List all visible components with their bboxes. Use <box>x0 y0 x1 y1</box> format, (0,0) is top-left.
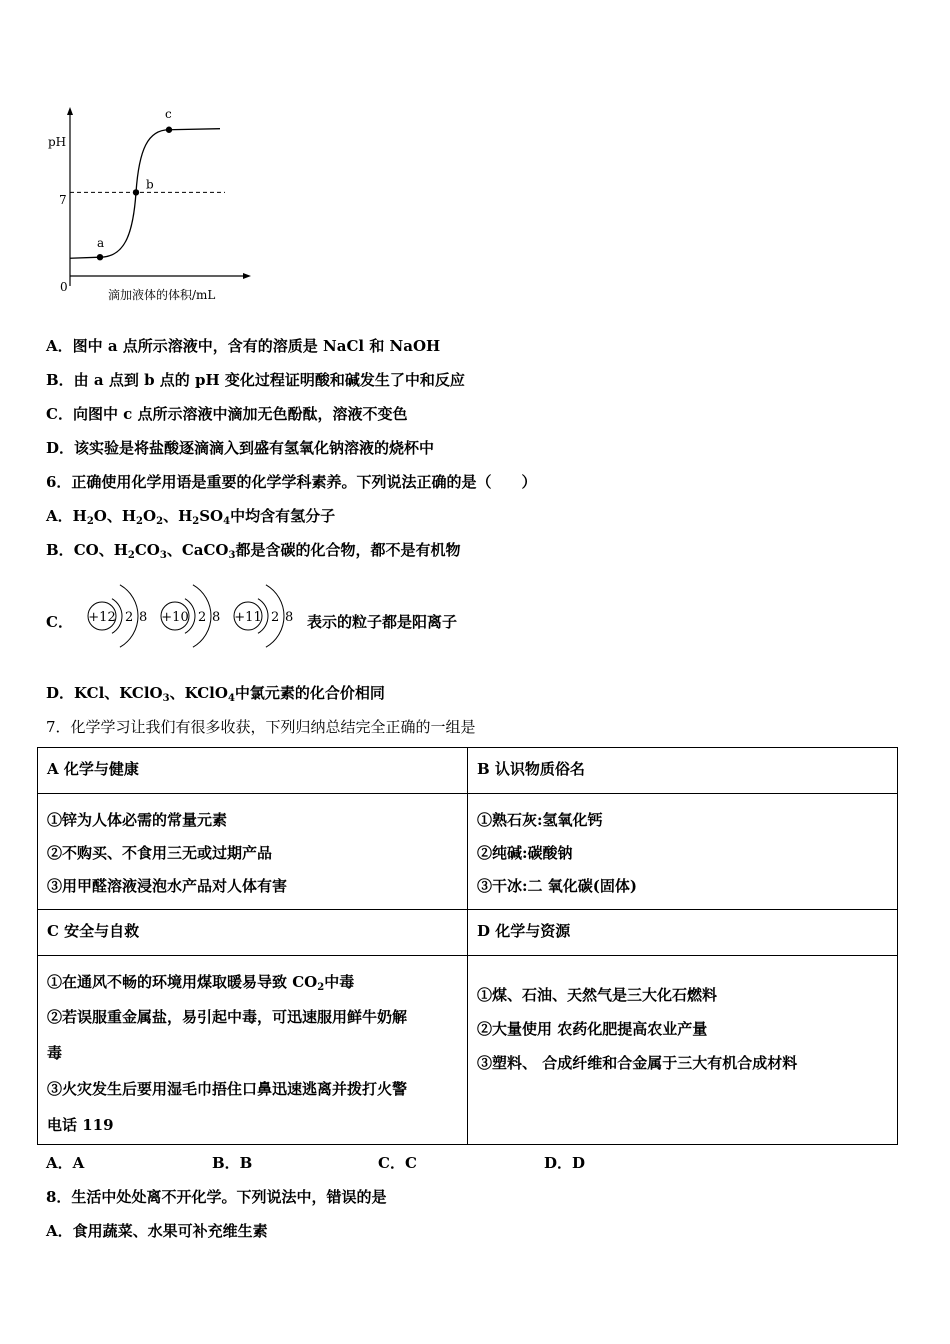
q6-d-prefix: D． <box>46 684 75 702</box>
cell-b-head: B 认识物质俗名 <box>468 748 898 794</box>
cell-b-item-3: ③干冰:二 氧化碳(固体) <box>477 877 637 895</box>
point-a <box>97 254 103 260</box>
ion-diagram-1 <box>88 585 147 647</box>
cell-d-body <box>468 956 898 1145</box>
shell-electron-count: 2 <box>125 610 134 625</box>
cell-a-body <box>38 794 468 910</box>
cell-d-head: D 化学与资源 <box>468 910 898 956</box>
cell-a-item-3: ③用甲醛溶液浸泡水产品对人体有害 <box>47 877 288 895</box>
cell-c-item-2: ②若误服重金属盐，易引起中毒，可迅速服用鲜牛奶解 <box>47 1008 408 1026</box>
q7-option-b: B．B <box>212 1154 253 1172</box>
cell-a-item-1: ①锌为人体必需的常量元素 <box>47 811 228 829</box>
cell-c-item-2-cont: 毒 <box>47 1044 63 1062</box>
point-c <box>166 127 172 133</box>
q6-option-a: A．$H_2O$、$H_2O_2$、$H_2SO_4$中均含有氢分子 <box>46 507 336 527</box>
q6-stem: 6．正确使用化学用语是重要的化学学科素养。下列说法正确的是（ ） <box>46 473 537 491</box>
shell-electron-count: 2 <box>271 610 280 625</box>
q7-options <box>46 1152 710 1173</box>
cell-a-item-2: ②不购买、不食用三无或过期产品 <box>47 844 273 862</box>
cell-c-item-3: ③火灾发生后要用湿毛巾捂住口鼻迅速逃离并拨打火警 <box>47 1080 408 1098</box>
q6-a-rest: 中均含有氢分子 <box>230 507 336 525</box>
q6-option-c-text: 表示的粒子都是阳离子 <box>307 613 458 631</box>
cell-d-item-2: ②大量使用 农药化肥提高农业产量 <box>477 1020 708 1038</box>
origin-label: 0 <box>60 280 68 294</box>
point-label-c: c <box>165 106 172 121</box>
q8-option-a: A．食用蔬菜、水果可补充维生素 <box>46 1222 268 1240</box>
cell-c-item-1: ①在通风不畅的环境用煤取暖易导致 $CO_2$中毒 <box>47 973 355 993</box>
cell-d-item-1: ①煤、石油、天然气是三大化石燃料 <box>477 986 718 1004</box>
shell-electron-count: 2 <box>198 610 207 625</box>
q5-option-d: D．该实验是将盐酸逐滴滴入到盛有氢氧化钠溶液的烧杯中 <box>46 439 435 457</box>
x-axis-label: 滴加液体的体积/mL <box>108 288 216 302</box>
y-axis-arrow <box>67 107 73 115</box>
x-axis-arrow <box>243 273 251 279</box>
q6-option-d: D．KCl、KClO$_3$、KClO$_4$中氯元素的化合价相同 <box>46 684 385 704</box>
point-b <box>133 189 139 195</box>
shell-electron-count: 8 <box>212 610 221 625</box>
q7-summary-table <box>37 747 898 1145</box>
q6-d-rest: 中氯元素的化合价相同 <box>234 684 385 702</box>
q5-option-c: C．向图中 c 点所示溶液中滴加无色酚酞，溶液不变色 <box>46 405 408 423</box>
q7-option-d: D．D <box>544 1154 586 1172</box>
q7-option-c: C．C <box>378 1154 417 1172</box>
ion-diagram-3 <box>234 585 293 647</box>
q5-option-a: A．图中 a 点所示溶液中，含有的溶质是 NaCl 和 NaOH <box>46 337 441 355</box>
cell-b-body <box>468 794 898 910</box>
nucleus-charge: +12 <box>88 610 116 625</box>
cell-c-item-3-cont: 电话 119 <box>47 1116 114 1134</box>
titration-curve <box>70 129 220 259</box>
q8-stem: 8．生活中处处离不开化学。下列说法中，错误的是 <box>46 1188 387 1206</box>
q7-option-a: A．A <box>46 1154 85 1172</box>
q6-a-prefix: A． <box>46 507 73 525</box>
ion-diagram-2 <box>161 585 220 647</box>
q6-option-c-prefix: C． <box>46 613 73 631</box>
cell-c-head: C 安全与自救 <box>38 910 468 956</box>
point-label-b: b <box>146 177 154 192</box>
q6-b-prefix: B． <box>46 541 74 559</box>
point-label-a: a <box>97 236 105 251</box>
cell-b-item-1: ①熟石灰:氢氧化钙 <box>477 811 603 829</box>
y-tick-7: 7 <box>59 193 67 207</box>
q7-stem: 7．化学学习让我们有很多收获，下列归纳总结完全正确的一组是 <box>46 718 476 736</box>
q5-option-b: B．由 a 点到 b 点的 pH 变化过程证明酸和碱发生了中和反应 <box>46 371 465 389</box>
cell-b-item-2: ②纯碱:碳酸钠 <box>477 844 573 862</box>
q6-b-rest: 都是含碳的化合物，都不是有机物 <box>235 541 461 559</box>
ph-titration-chart <box>40 100 270 310</box>
y-axis-label: pH <box>48 135 67 149</box>
nucleus-charge: +11 <box>234 610 262 625</box>
cell-c-body <box>38 956 468 1145</box>
shell-electron-count: 8 <box>285 610 294 625</box>
cell-d-item-3: ③塑料、 合成纤维和合金属于三大有机合成材料 <box>477 1054 798 1072</box>
nucleus-charge: +10 <box>161 610 189 625</box>
cell-a-head: A 化学与健康 <box>38 748 468 794</box>
q6-option-b: B．CO、$H_2CO_3$、CaCO$_3$都是含碳的化合物，都不是有机物 <box>46 541 461 561</box>
ion-structure-diagrams <box>80 578 305 650</box>
shell-electron-count: 8 <box>139 610 148 625</box>
